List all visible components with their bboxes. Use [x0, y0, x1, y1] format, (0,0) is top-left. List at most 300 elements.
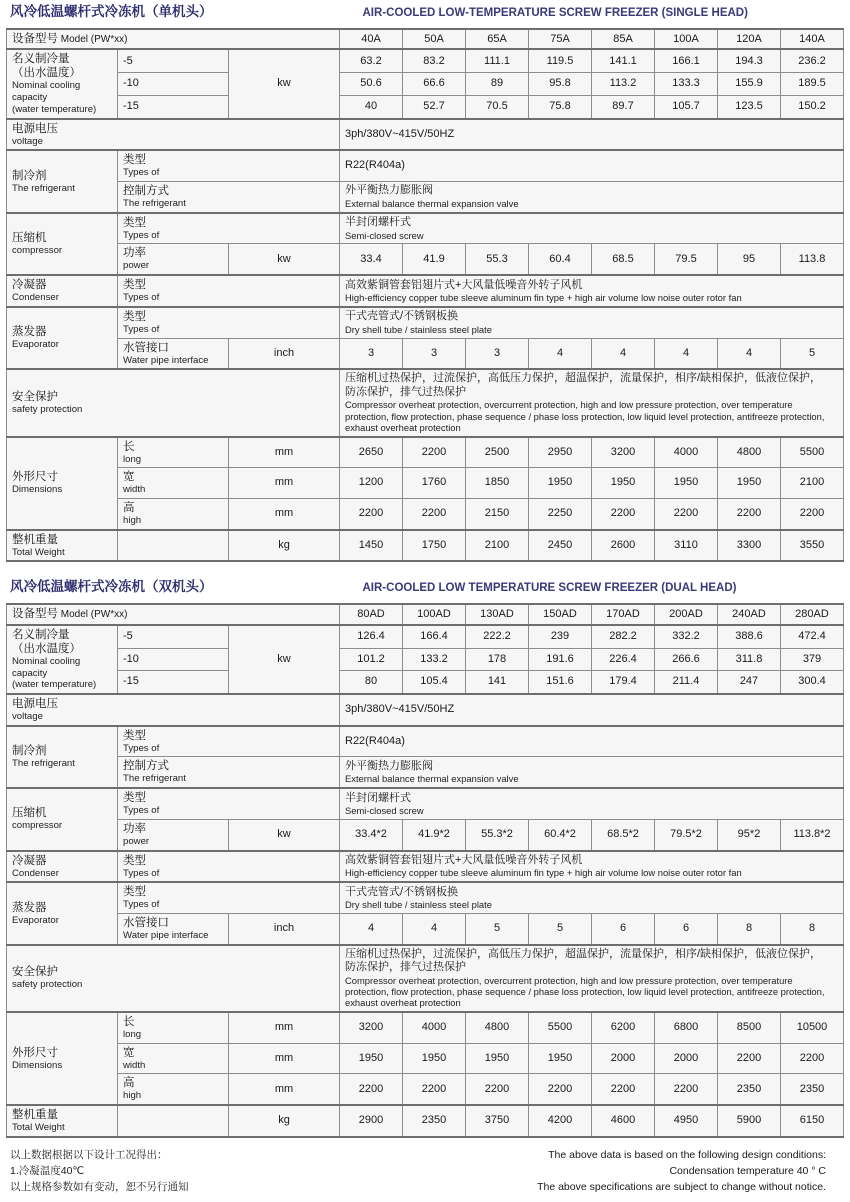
- dimension-value-0-4: 6200: [592, 1012, 655, 1043]
- weight-value-0: 2900: [340, 1105, 403, 1137]
- condenser-type-cn: 类型: [123, 854, 146, 867]
- safety-value-en-3: exhaust overheat protection: [345, 997, 461, 1009]
- dimension-value-1-7: 2100: [781, 468, 844, 499]
- condenser-value-en: High-efficiency copper tube sleeve aluminum fin type + high air volume low noise outer rotor fan: [345, 291, 742, 303]
- evaporator-type-label-cell: [118, 307, 340, 338]
- cooling-temp-cell-1: -10: [118, 73, 229, 96]
- weight-value-5: 4950: [655, 1105, 718, 1137]
- condenser-label-cell: [7, 851, 118, 883]
- compressor-power-unit-cell: kw: [229, 244, 340, 275]
- refrigerant-label-en: The refrigerant: [12, 182, 75, 194]
- evaporator-pipe-label-cell: [118, 338, 229, 369]
- evaporator-type-value-cell: [340, 307, 844, 338]
- table-row-model: [7, 604, 844, 624]
- condenser-label-en: Condenser: [12, 292, 59, 304]
- cooling-value-1-0: 101.2: [340, 648, 403, 671]
- cooling-value-1-1: 66.6: [403, 73, 466, 96]
- weight-value-4: 4600: [592, 1105, 655, 1137]
- weight-label-cn: 整机重量: [12, 533, 58, 546]
- compressor-label-cn: 压缩机: [12, 807, 47, 820]
- cooling-temp-cell-2: -15: [118, 95, 229, 118]
- table-row-dimension-width: [7, 468, 844, 499]
- compressor-label-cell: [7, 213, 118, 275]
- dimension-value-0-5: 4000: [655, 437, 718, 468]
- cooling-value-0-6: 194.3: [718, 49, 781, 72]
- cooling-value-1-7: 379: [781, 648, 844, 671]
- refrigerant-type-label-cell: [118, 150, 340, 181]
- cooling-value-1-6: 311.8: [718, 648, 781, 671]
- evaporator-label-cn: 蒸发器: [12, 326, 47, 339]
- cooling-value-2-7: 300.4: [781, 671, 844, 694]
- refrigerant-label-cn: 制冷剂: [12, 169, 47, 182]
- dimension-value-1-3: 1950: [529, 1043, 592, 1074]
- safety-label-cell: [7, 945, 340, 1012]
- evaporator-pipe-value-6: 4: [718, 338, 781, 369]
- dimension-value-1-5: 2000: [655, 1043, 718, 1074]
- evaporator-pipe-value-4: 6: [592, 913, 655, 944]
- footer-notes: [6, 1147, 844, 1202]
- condenser-label-cell: [7, 275, 118, 307]
- dimensions-label-en: Dimensions: [12, 484, 63, 496]
- safety-value-cell: [340, 945, 844, 1012]
- cooling-label-cn1: 名义制冷量: [12, 628, 70, 641]
- refrigerant-control-cn: 控制方式: [123, 184, 169, 197]
- model-cell-3: 150AD: [529, 604, 592, 624]
- weight-spacer-cell: [118, 1105, 229, 1137]
- dimension-value-0-1: 4000: [403, 1012, 466, 1043]
- evaporator-pipe-en: Water pipe interface: [123, 929, 209, 941]
- footer-cn-line-1: 以上数据根据以下设计工况得出：: [10, 1148, 168, 1161]
- model-cell-5: 200AD: [655, 604, 718, 624]
- section-title-bar: [6, 0, 844, 28]
- weight-label-en: Total Weight: [12, 546, 65, 558]
- weight-value-1: 1750: [403, 530, 466, 562]
- dimension-unit-2: mm: [229, 1074, 340, 1105]
- dimension-value-2-4: 2200: [592, 498, 655, 529]
- compressor-label-cn: 压缩机: [12, 232, 47, 245]
- dimension-unit-2: mm: [229, 498, 340, 529]
- compressor-power-value-0: 33.4*2: [340, 819, 403, 850]
- section-title-cn: 风冷低温螺杆式冷冻机（双机头）: [10, 579, 213, 595]
- dimension-value-1-6: 2200: [718, 1043, 781, 1074]
- evaporator-pipe-value-1: 3: [403, 338, 466, 369]
- compressor-power-value-4: 68.5: [592, 244, 655, 275]
- weight-value-3: 4200: [529, 1105, 592, 1137]
- compressor-power-value-0: 33.4: [340, 244, 403, 275]
- dimension-value-0-2: 4800: [466, 1012, 529, 1043]
- condenser-type-en: Types of: [123, 292, 160, 304]
- weight-value-6: 5900: [718, 1105, 781, 1137]
- dimension-value-0-7: 10500: [781, 1012, 844, 1043]
- dimension-unit-1: mm: [229, 468, 340, 499]
- compressor-power-value-6: 95: [718, 244, 781, 275]
- dimension-value-1-1: 1760: [403, 468, 466, 499]
- evaporator-label-cell: [7, 882, 118, 944]
- dimension-value-0-7: 5500: [781, 437, 844, 468]
- refrigerant-control-label-cell: [118, 181, 340, 212]
- evaporator-type-value-cn: 干式壳管式/不锈钢板换: [345, 310, 459, 323]
- cooling-value-0-2: 222.2: [466, 625, 529, 648]
- weight-spacer-cell: [118, 530, 229, 562]
- dimension-sublabel-2: [118, 498, 229, 529]
- dimension-value-0-0: 2650: [340, 437, 403, 468]
- safety-label-cell: [7, 369, 340, 436]
- cooling-value-1-3: 191.6: [529, 648, 592, 671]
- table-row-dimension-long: [7, 1012, 844, 1043]
- dimension-unit-0: mm: [229, 1012, 340, 1043]
- dimension-value-1-2: 1950: [466, 1043, 529, 1074]
- dimension-sublabel-en-2: high: [123, 1090, 142, 1102]
- model-label-cell: [7, 604, 340, 624]
- cooling-value-2-2: 141: [466, 671, 529, 694]
- evaporator-pipe-value-1: 4: [403, 913, 466, 944]
- evaporator-type-en: Types of: [123, 899, 160, 911]
- weight-label-cell: [7, 1105, 118, 1137]
- weight-value-7: 3550: [781, 530, 844, 562]
- dimension-value-0-0: 3200: [340, 1012, 403, 1043]
- dimension-value-1-1: 1950: [403, 1043, 466, 1074]
- cooling-value-1-6: 155.9: [718, 73, 781, 96]
- refrigerant-control-value-en: External balance thermal expansion valve: [345, 773, 519, 785]
- dimension-value-2-0: 2200: [340, 498, 403, 529]
- dimension-value-1-6: 1950: [718, 468, 781, 499]
- cooling-label-cn2: （出水温度）: [12, 67, 81, 80]
- model-cell-0: 40A: [340, 29, 403, 49]
- evaporator-pipe-cn: 水管接口: [123, 916, 169, 929]
- model-cell-3: 75A: [529, 29, 592, 49]
- footer-en-line-3: The above specifications are subject to change without notice.: [537, 1181, 826, 1194]
- compressor-power-cn: 功率: [123, 247, 146, 260]
- refrigerant-label-cn: 制冷剂: [12, 745, 47, 758]
- safety-label-cn: 安全保护: [12, 966, 58, 979]
- model-label-en: Model (PW*xx): [58, 34, 128, 45]
- model-cell-7: 280AD: [781, 604, 844, 624]
- voltage-label-cn: 电源电压: [12, 122, 58, 135]
- compressor-type-value-cn: 半封闭螺杆式: [345, 791, 411, 804]
- table-row-evaporator-pipe: [7, 913, 844, 944]
- refrigerant-control-value-cell: [340, 757, 844, 788]
- compressor-type-en: Types of: [123, 229, 160, 241]
- weight-value-5: 3110: [655, 530, 718, 562]
- model-label-en: Model (PW*xx): [58, 609, 128, 621]
- dimension-value-1-0: 1950: [340, 1043, 403, 1074]
- model-label-cn: 设备型号: [12, 33, 58, 45]
- safety-value-en-2: protection, flow protection, phase sequence / phase loss protection, low liquid level protection, antifreeze protection,: [345, 410, 825, 422]
- cooling-value-0-2: 111.1: [466, 49, 529, 72]
- table-row-refrigerant-control: [7, 181, 844, 212]
- dimension-value-2-6: 2200: [718, 498, 781, 529]
- cooling-temp-cell-0: -5: [118, 49, 229, 72]
- model-cell-2: 130AD: [466, 604, 529, 624]
- dimension-value-2-7: 2350: [781, 1074, 844, 1105]
- safety-value-cn-2: 防冻保护，排气过热保护: [345, 961, 466, 974]
- model-label-cell: [7, 29, 340, 49]
- model-cell-5: 100A: [655, 29, 718, 49]
- cooling-unit-cell: kw: [229, 625, 340, 694]
- footer-cn-line-3: 以上规格参数如有变动，恕不另行通知: [10, 1181, 189, 1194]
- compressor-power-value-3: 60.4*2: [529, 819, 592, 850]
- table-row-compressor-type: [7, 788, 844, 819]
- dimension-unit-1: mm: [229, 1043, 340, 1074]
- dimension-value-0-6: 4800: [718, 437, 781, 468]
- table-row-voltage: [7, 694, 844, 726]
- dimension-value-0-2: 2500: [466, 437, 529, 468]
- cooling-value-1-4: 226.4: [592, 648, 655, 671]
- evaporator-type-value-en: Dry shell tube / stainless steel plate: [345, 323, 492, 335]
- refrigerant-type-en: Types of: [123, 742, 160, 754]
- evaporator-pipe-value-0: 3: [340, 338, 403, 369]
- cooling-value-1-7: 189.5: [781, 73, 844, 96]
- cooling-value-0-5: 332.2: [655, 625, 718, 648]
- condenser-value-en: High-efficiency copper tube sleeve aluminum fin type + high air volume low noise outer rotor fan: [345, 867, 742, 879]
- dimensions-label-cn: 外形尺寸: [12, 1046, 58, 1059]
- cooling-value-2-6: 123.5: [718, 95, 781, 118]
- voltage-value-cell: 3ph/380V~415V/50HZ: [340, 694, 844, 726]
- table-row-evaporator-type: [7, 307, 844, 338]
- cooling-value-0-3: 239: [529, 625, 592, 648]
- evaporator-type-value-cn: 干式壳管式/不锈钢板换: [345, 885, 459, 898]
- compressor-power-value-6: 95*2: [718, 819, 781, 850]
- cooling-label-en3: (water temperature): [12, 103, 97, 115]
- dimension-sublabel-cn-1: 宽: [123, 471, 135, 484]
- dimension-sublabel-en-0: long: [123, 1028, 142, 1040]
- evaporator-type-value-en: Dry shell tube / stainless steel plate: [345, 899, 492, 911]
- condenser-label-cn: 冷凝器: [12, 279, 47, 292]
- condenser-label-en: Condenser: [12, 867, 59, 879]
- dimension-value-2-5: 2200: [655, 1074, 718, 1105]
- cooling-value-0-5: 166.1: [655, 49, 718, 72]
- dimension-sublabel-en-1: width: [123, 484, 146, 496]
- table-row-dimension-high: [7, 498, 844, 529]
- table-row-compressor-type: [7, 213, 844, 244]
- spec-section-1: [6, 0, 844, 575]
- cooling-value-0-6: 388.6: [718, 625, 781, 648]
- safety-value-en-1: Compressor overheat protection, overcurrent protection, high and low pressure protection, over temperature: [345, 974, 793, 986]
- model-cell-1: 50A: [403, 29, 466, 49]
- cooling-label-cell: [7, 625, 118, 694]
- table-row-safety: [7, 369, 844, 436]
- dimension-sublabel-0: [118, 437, 229, 468]
- cooling-temp-cell-1: -10: [118, 648, 229, 671]
- compressor-power-value-4: 68.5*2: [592, 819, 655, 850]
- table-row-dimension-width: [7, 1043, 844, 1074]
- compressor-power-value-2: 55.3: [466, 244, 529, 275]
- table-row-cooling--5: [7, 625, 844, 648]
- table-row-evaporator-type: [7, 882, 844, 913]
- condenser-type-cn: 类型: [123, 279, 146, 292]
- refrigerant-label-en: The refrigerant: [12, 758, 75, 770]
- section-title-en: AIR-COOLED LOW TEMPERATURE SCREW FREEZER (DUAL HEAD): [362, 582, 737, 595]
- compressor-type-label-cell: [118, 213, 340, 244]
- dimension-sublabel-cn-2: 高: [123, 501, 135, 514]
- compressor-label-en: compressor: [12, 245, 63, 257]
- compressor-type-cn: 类型: [123, 216, 146, 229]
- compressor-type-en: Types of: [123, 805, 160, 817]
- cooling-temp-cell-0: -5: [118, 625, 229, 648]
- condenser-value-cn: 高效紫铜管套铝翅片式+大风量低噪音外转子风机: [345, 853, 583, 866]
- dimensions-label-cell: [7, 437, 118, 530]
- dimension-value-2-7: 2200: [781, 498, 844, 529]
- model-cell-0: 80AD: [340, 604, 403, 624]
- cooling-unit-cell: kw: [229, 49, 340, 118]
- refrigerant-control-en: The refrigerant: [123, 198, 186, 209]
- dimension-value-1-4: 1950: [592, 468, 655, 499]
- model-cell-7: 140A: [781, 29, 844, 49]
- compressor-type-value-cell: [340, 788, 844, 819]
- evaporator-pipe-value-7: 8: [781, 913, 844, 944]
- model-cell-4: 170AD: [592, 604, 655, 624]
- evaporator-label-en: Evaporator: [12, 339, 59, 351]
- table-row-compressor-power: [7, 819, 844, 850]
- cooling-value-2-5: 105.7: [655, 95, 718, 118]
- cooling-value-0-3: 119.5: [529, 49, 592, 72]
- dimensions-label-cn: 外形尺寸: [12, 471, 58, 484]
- weight-label-en: Total Weight: [12, 1122, 65, 1134]
- dimension-value-2-3: 2200: [529, 1074, 592, 1105]
- evaporator-pipe-value-0: 4: [340, 913, 403, 944]
- evaporator-type-en: Types of: [123, 323, 160, 335]
- dimension-sublabel-en-1: width: [123, 1059, 146, 1071]
- cooling-label-en2: capacity: [12, 667, 48, 679]
- section-title-bar: [6, 575, 844, 603]
- footer-cn-line-2: 1.冷凝温度40℃: [10, 1165, 85, 1178]
- compressor-power-value-5: 79.5*2: [655, 819, 718, 850]
- table-row-cooling--15: [7, 671, 844, 694]
- spec-table: [6, 28, 844, 562]
- evaporator-pipe-unit-cell: inch: [229, 338, 340, 369]
- dimension-value-0-6: 8500: [718, 1012, 781, 1043]
- compressor-type-value-en: Semi-closed screw: [345, 804, 424, 816]
- weight-value-6: 3300: [718, 530, 781, 562]
- evaporator-label-cn: 蒸发器: [12, 901, 47, 914]
- voltage-label-en: voltage: [12, 710, 43, 722]
- voltage-value-cell: 3ph/380V~415V/50HZ: [340, 119, 844, 151]
- cooling-value-2-1: 105.4: [403, 671, 466, 694]
- table-row-refrigerant-type: [7, 150, 844, 181]
- safety-value-cn-1: 压缩机过热保护，过流保护，高低压力保护，超温保护，流量保护，相序/缺相保护，低液位保护，: [345, 947, 822, 960]
- condenser-type-en: Types of: [123, 867, 160, 879]
- voltage-label-cn: 电源电压: [12, 697, 58, 710]
- dimension-value-2-3: 2250: [529, 498, 592, 529]
- footer-en-line-1: The above data is based on the following design conditions:: [548, 1148, 826, 1161]
- compressor-type-value-en: Semi-closed screw: [345, 229, 424, 241]
- table-row-cooling--10: [7, 648, 844, 671]
- compressor-power-en: power: [123, 835, 150, 847]
- model-cell-6: 120A: [718, 29, 781, 49]
- cooling-label-cell: [7, 49, 118, 118]
- dimension-sublabel-cn-1: 宽: [123, 1046, 135, 1059]
- model-label-cn: 设备型号: [12, 608, 58, 621]
- table-row-cooling--15: [7, 95, 844, 118]
- cooling-value-2-0: 40: [340, 95, 403, 118]
- dimension-value-0-3: 2950: [529, 437, 592, 468]
- dimension-value-1-5: 1950: [655, 468, 718, 499]
- evaporator-pipe-value-2: 5: [466, 913, 529, 944]
- footer-notes-english: [440, 1147, 838, 1196]
- evaporator-pipe-cn: 水管接口: [123, 341, 169, 354]
- table-row-total-weight: [7, 530, 844, 562]
- compressor-power-value-2: 55.3*2: [466, 819, 529, 850]
- cooling-value-0-1: 83.2: [403, 49, 466, 72]
- cooling-label-en2: capacity: [12, 92, 48, 104]
- table-row-compressor-power: [7, 244, 844, 275]
- dimension-value-2-6: 2350: [718, 1074, 781, 1105]
- table-row-refrigerant-control: [7, 757, 844, 788]
- voltage-label-en: voltage: [12, 135, 43, 147]
- safety-label-en: safety protection: [12, 404, 83, 416]
- section-title-en: AIR-COOLED LOW-TEMPERATURE SCREW FREEZER (SINGLE HEAD): [362, 7, 748, 19]
- cooling-value-2-4: 179.4: [592, 671, 655, 694]
- dimension-value-2-0: 2200: [340, 1074, 403, 1105]
- dimension-value-1-2: 1850: [466, 468, 529, 499]
- evaporator-label-cell: [7, 307, 118, 369]
- table-row-cooling--10: [7, 73, 844, 96]
- spec-table: [6, 603, 844, 1137]
- condenser-type-label-cell: [118, 851, 340, 883]
- dimensions-label-cell: [7, 1012, 118, 1105]
- dimension-sublabel-en-0: long: [123, 453, 142, 465]
- compressor-power-en: power: [123, 260, 150, 272]
- dimension-value-2-4: 2200: [592, 1074, 655, 1105]
- cooling-value-1-2: 89: [466, 73, 529, 96]
- table-row-condenser: [7, 275, 844, 307]
- weight-value-2: 3750: [466, 1105, 529, 1137]
- cooling-label-en3: (water temperature): [12, 679, 97, 691]
- evaporator-type-label-cell: [118, 882, 340, 913]
- cooling-value-2-6: 247: [718, 671, 781, 694]
- condenser-value-cell: [340, 851, 844, 883]
- condenser-type-label-cell: [118, 275, 340, 307]
- refrigerant-label-cell: [7, 150, 118, 212]
- safety-value-en-1: Compressor overheat protection, overcurrent protection, high and low pressure protection, over temperature: [345, 399, 793, 411]
- compressor-label-en: compressor: [12, 820, 63, 832]
- dimension-value-2-2: 2200: [466, 1074, 529, 1105]
- weight-unit-cell: kg: [229, 530, 340, 562]
- dimension-value-1-4: 2000: [592, 1043, 655, 1074]
- section-gap: [6, 562, 844, 575]
- evaporator-label-en: Evaporator: [12, 914, 59, 926]
- cooling-value-2-7: 150.2: [781, 95, 844, 118]
- model-cell-2: 65A: [466, 29, 529, 49]
- cooling-value-0-7: 236.2: [781, 49, 844, 72]
- section-title-cn: 风冷低温螺杆式冷冻机（单机头）: [10, 4, 213, 19]
- dimension-sublabel-0: [118, 1012, 229, 1043]
- cooling-value-2-2: 70.5: [466, 95, 529, 118]
- compressor-type-value-cell: [340, 213, 844, 244]
- cooling-value-1-5: 133.3: [655, 73, 718, 96]
- dimension-value-2-1: 2200: [403, 1074, 466, 1105]
- table-row-model: [7, 29, 844, 49]
- refrigerant-control-cn: 控制方式: [123, 760, 169, 773]
- dimension-value-2-1: 2200: [403, 498, 466, 529]
- safety-label-en: safety protection: [12, 979, 83, 991]
- cooling-value-2-5: 211.4: [655, 671, 718, 694]
- evaporator-pipe-label-cell: [118, 913, 229, 944]
- evaporator-type-cn: 类型: [123, 886, 146, 899]
- weight-value-0: 1450: [340, 530, 403, 562]
- cooling-label-en1: Nominal cooling: [12, 80, 81, 92]
- refrigerant-type-en: Types of: [123, 167, 160, 179]
- weight-label-cn: 整机重量: [12, 1109, 58, 1122]
- compressor-power-label-cell: [118, 244, 229, 275]
- compressor-type-cn: 类型: [123, 792, 146, 805]
- evaporator-pipe-unit-cell: inch: [229, 913, 340, 944]
- model-cell-1: 100AD: [403, 604, 466, 624]
- weight-value-4: 2600: [592, 530, 655, 562]
- cooling-value-1-2: 178: [466, 648, 529, 671]
- dimension-sublabel-1: [118, 1043, 229, 1074]
- dimension-sublabel-cn-0: 长: [123, 1015, 135, 1028]
